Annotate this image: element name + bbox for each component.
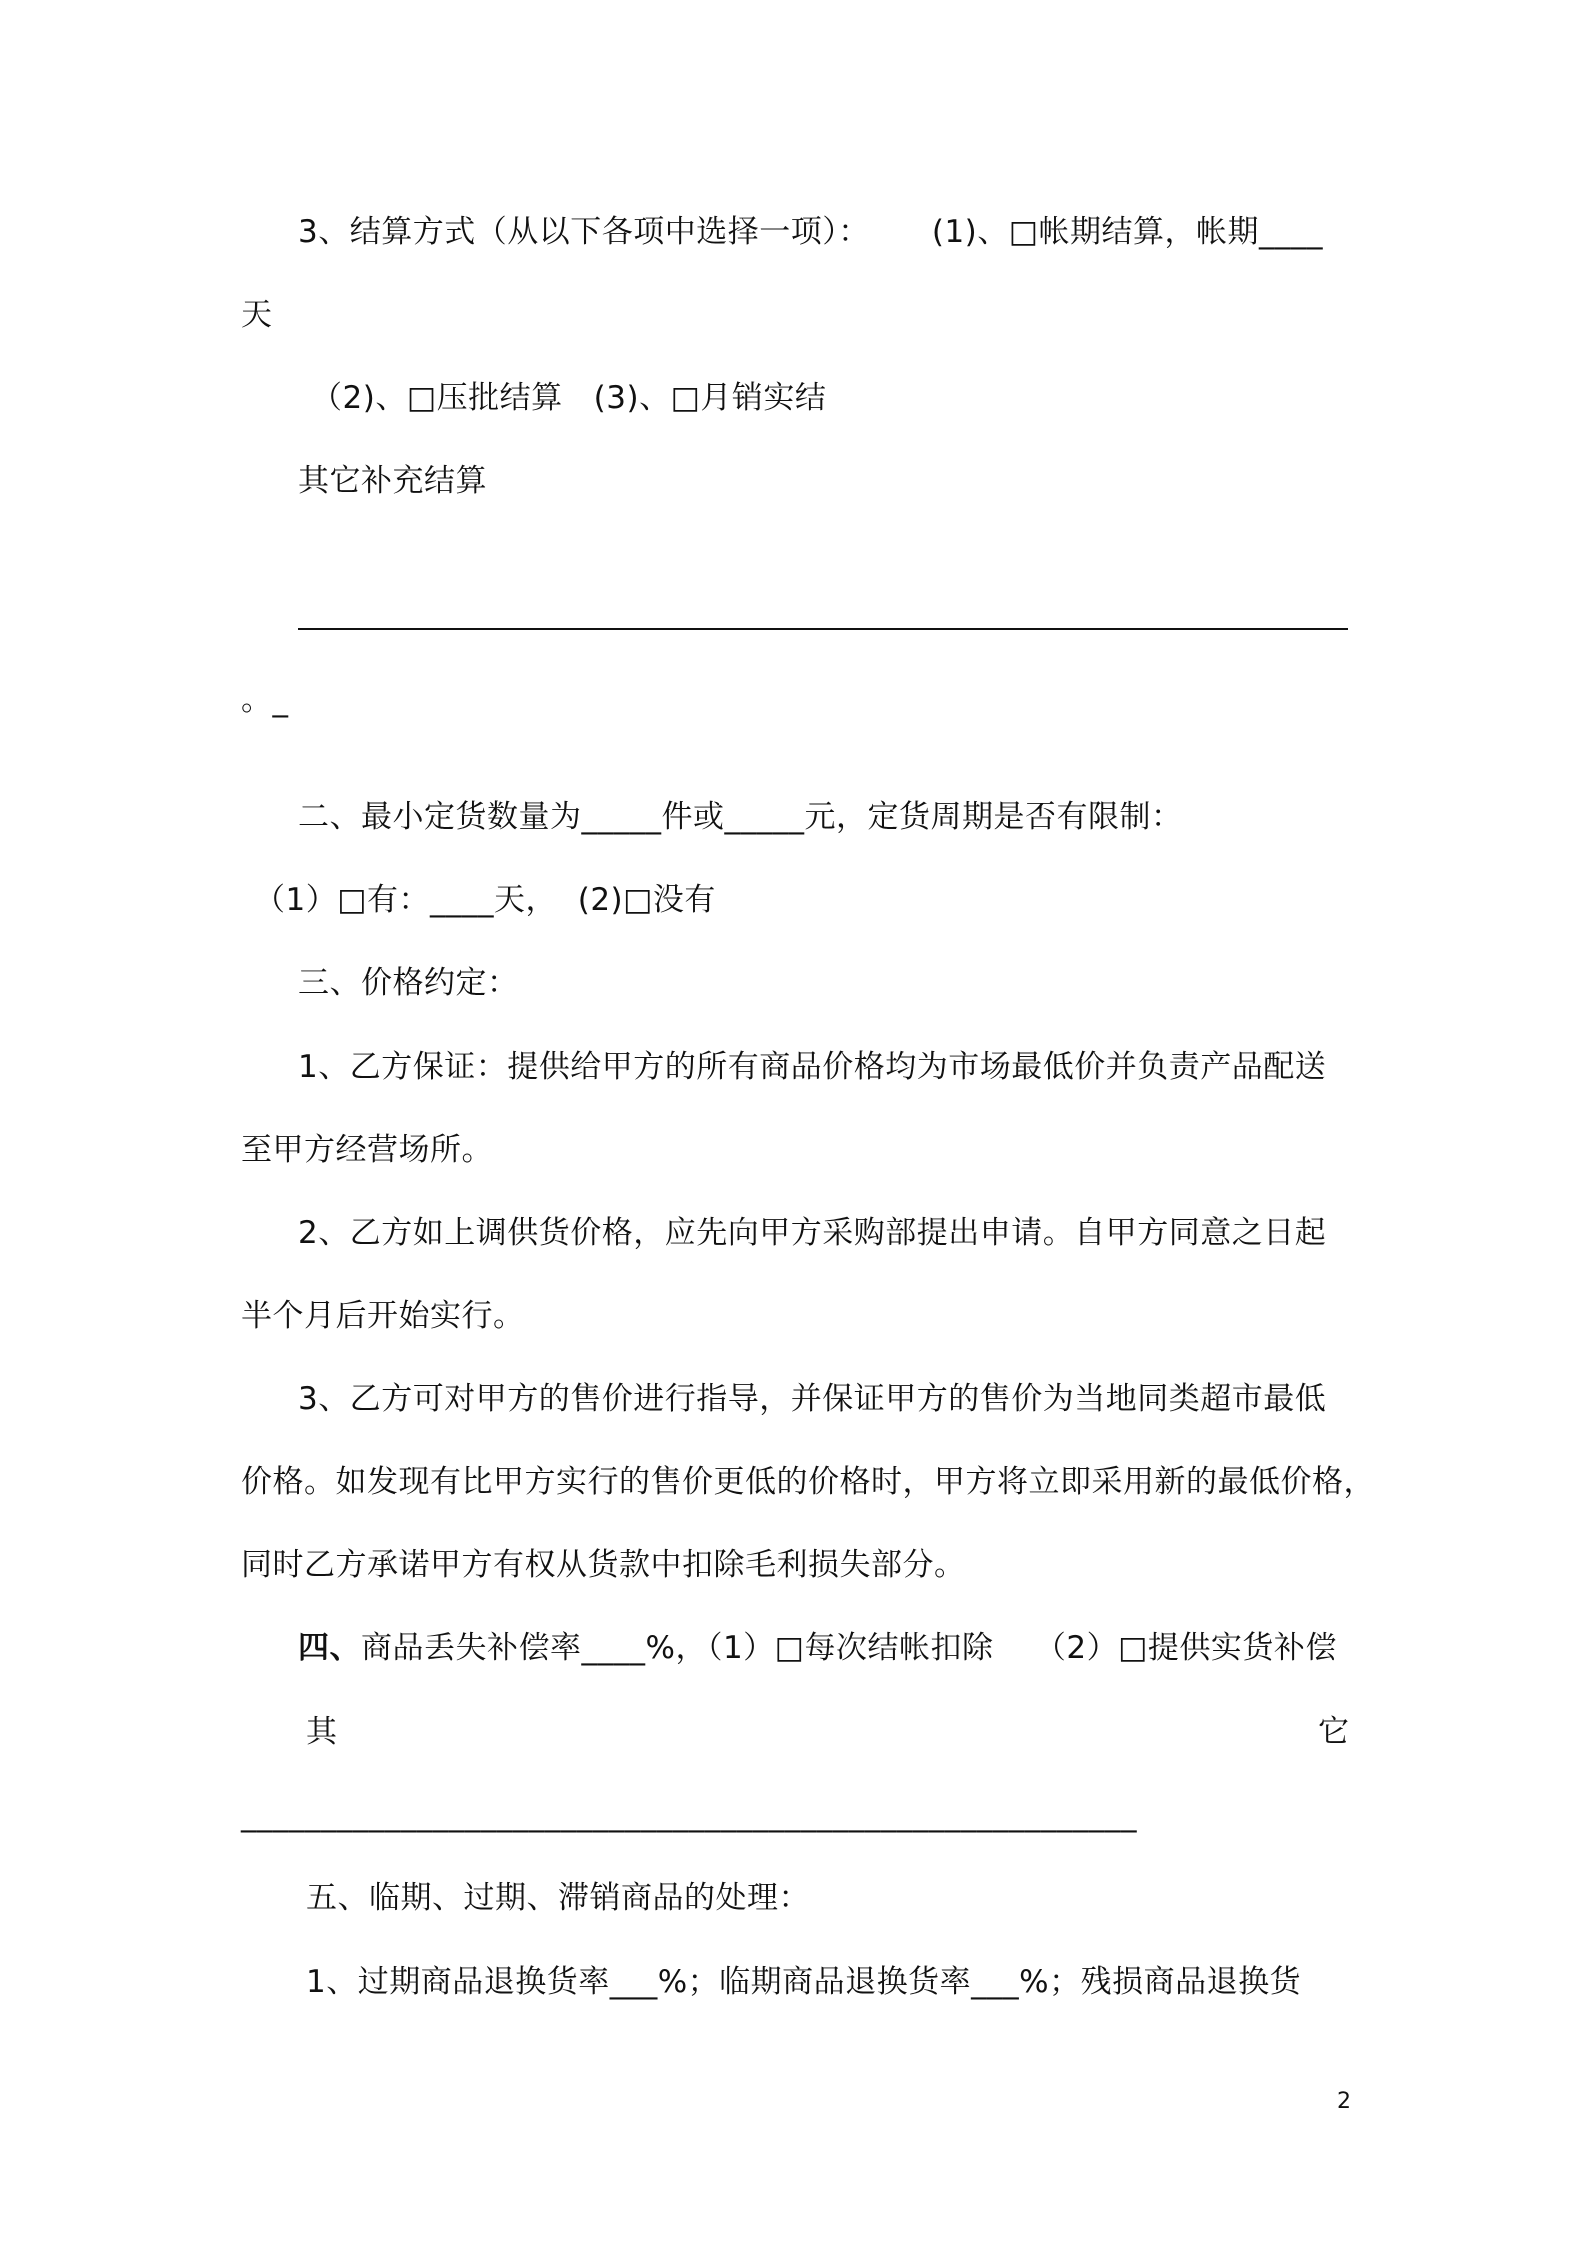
section-3-heading: 三、价格约定：	[298, 965, 519, 1001]
settlement-method-line: 3、结算方式（从以下各项中选择一项）： (1)、□帐期结算，帐期____	[298, 214, 1324, 250]
section-5-heading: 五、临期、过期、滞销商品的处理：	[306, 1880, 810, 1916]
paragraph-line: 价格。如发现有比甲方实行的售价更低的价格时，甲方将立即采用新的最低价格，	[241, 1464, 1375, 1500]
paragraph-line: 半个月后开始实行。	[241, 1298, 525, 1334]
paragraph-line: 同时乙方承诺甲方有权从货款中扣除毛利损失部分。	[241, 1547, 966, 1583]
paragraph-line: 1、过期商品退换货率___%；临期商品退换货率___%；残损商品退换货	[306, 1964, 1302, 2000]
order-cycle-options: （1）□有：____天， (2)□没有	[254, 882, 716, 918]
fill-in-underline-text: ________________________________________________________	[241, 1797, 1137, 1833]
text-line: 。_	[241, 682, 289, 718]
page-number: 2	[1337, 2089, 1351, 2114]
settlement-options-line: （2)、□压批结算 (3)、□月销实结	[311, 380, 827, 416]
text-line: 它	[1318, 1714, 1350, 1750]
text-line: 天	[241, 297, 273, 333]
paragraph-line: 1、乙方保证：提供给甲方的所有商品价格均为市场最低价并负责产品配送	[298, 1049, 1327, 1085]
paragraph-line: 至甲方经营场所。	[241, 1132, 493, 1168]
section-4-text: 商品丢失补偿率____%，（1）□每次结帐扣除 （2）□提供实货补偿	[361, 1630, 1337, 1666]
text-line: 其	[306, 1714, 338, 1750]
section-4-number: 四、	[298, 1630, 361, 1666]
paragraph-line: 3、乙方可对甲方的售价进行指导，并保证甲方的售价为当地同类超市最低	[298, 1381, 1327, 1417]
paragraph-line: 2、乙方如上调供货价格，应先向甲方采购部提出申请。自甲方同意之日起	[298, 1215, 1327, 1251]
section-4-line	[298, 1628, 1337, 1668]
fill-in-underline	[298, 628, 1348, 630]
section-2-heading: 二、最小定货数量为_____件或_____元，定货周期是否有限制：	[298, 799, 1183, 835]
other-settlement-label: 其它补充结算	[298, 463, 487, 499]
